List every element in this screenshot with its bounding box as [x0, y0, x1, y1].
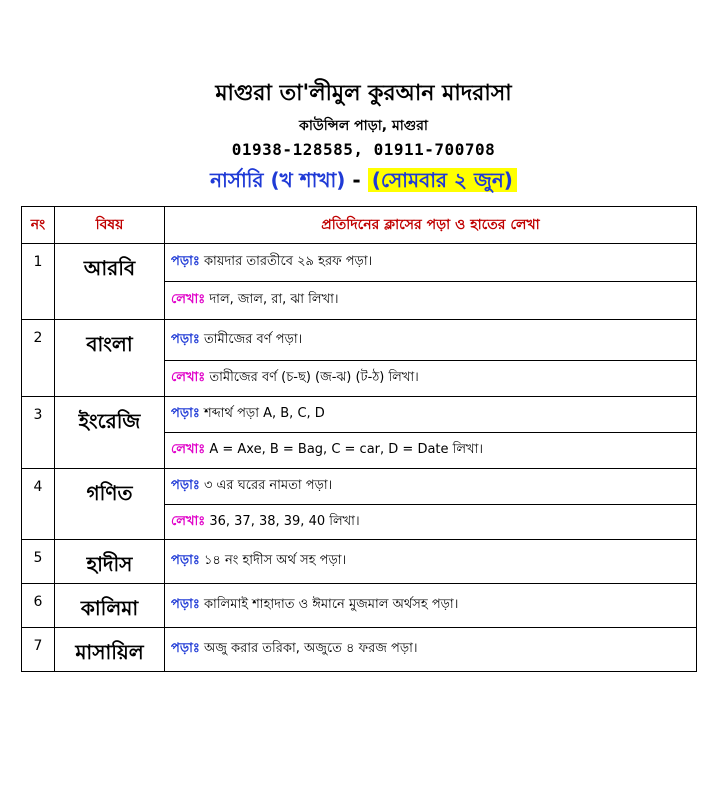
read-label: পড়াঃ: [171, 553, 200, 568]
subject-name: বাংলা: [55, 320, 165, 397]
read-line: [165, 469, 697, 505]
institution-title: মাগুরা তা'লীমুল কুরআন মাদরাসা: [215, 81, 512, 106]
header-details: প্রতিদিনের ক্লাসের পড়া ও হাতের লেখা: [165, 207, 697, 244]
write-label: লেখাঃ: [171, 513, 206, 529]
header-no: নং: [22, 207, 55, 244]
write-text: দাল, জাল, রা, ঝা লিখা।: [209, 292, 339, 307]
write-label: লেখাঃ: [171, 370, 206, 385]
subject-name: কালিমা: [55, 584, 165, 628]
phone-numbers: 01938-128585, 01911-700708: [231, 140, 496, 159]
write-text: তামীজের বর্ণ (চ-ছ) (জ-ঝ) (ট-ঠ) লিখা।: [209, 370, 419, 385]
row-number: 2: [22, 320, 55, 397]
read-line: [165, 397, 697, 433]
row-number: 7: [22, 628, 55, 672]
table-row: [22, 244, 697, 282]
read-label: পড়াঃ: [171, 254, 200, 269]
row-number: 3: [22, 397, 55, 469]
table-row: [22, 397, 697, 433]
read-line: [165, 584, 697, 628]
subject-name: মাসায়িল: [55, 628, 165, 672]
write-line: [165, 282, 697, 320]
address-line: কাউন্সিল পাড়া, মাগুরা: [299, 118, 428, 134]
class-name: নার্সারি (খ শাখা): [210, 168, 346, 192]
write-text: A = Axe, B = Bag, C = car, D = Date লিখা।: [209, 442, 484, 457]
read-text: কালিমাই শাহাদাত ও ঈমানে মুজমাল অর্থসহ পড়া।: [203, 597, 459, 612]
table-row: [22, 469, 697, 505]
read-text: ১৪ নং হাদীস অর্থ সহ পড়া।: [203, 553, 347, 568]
class-day-highlight: (সোমবার ২ জুন): [368, 168, 517, 192]
read-label: পড়াঃ: [171, 406, 200, 421]
read-text: ৩ এর ঘরের নামতা পড়া।: [203, 478, 333, 493]
subject-name: গণিত: [55, 469, 165, 540]
read-line: [165, 244, 697, 282]
read-text: শব্দার্থ পড়া A, B, C, D: [203, 406, 325, 421]
write-line: [165, 433, 697, 469]
table-header-row: [22, 207, 697, 244]
read-label: পড়াঃ: [171, 331, 200, 347]
table-row: [22, 584, 697, 628]
write-line: [165, 361, 697, 397]
table-row: [22, 320, 697, 361]
read-label: পড়াঃ: [171, 597, 200, 612]
lesson-table: [21, 206, 697, 672]
subject-name: আরবি: [55, 244, 165, 320]
read-text: তামীজের বর্ণ পড়া।: [203, 331, 303, 347]
class-separator: -: [352, 168, 361, 192]
write-label: লেখাঃ: [171, 292, 206, 307]
subject-name: ইংরেজি: [55, 397, 165, 469]
write-label: লেখাঃ: [171, 442, 206, 457]
row-number: 5: [22, 540, 55, 584]
read-text: কায়দার তারতীবে ২৯ হরফ পড়া।: [203, 254, 373, 269]
row-number: 6: [22, 584, 55, 628]
table-row: [22, 628, 697, 672]
read-line: [165, 320, 697, 361]
table-row: [22, 540, 697, 584]
read-line: [165, 628, 697, 672]
read-label: পড়াঃ: [171, 478, 200, 493]
class-heading: [0, 166, 727, 199]
row-number: 1: [22, 244, 55, 320]
read-text: অজু করার তরিকা, অজুতে ৪ ফরজ পড়া।: [203, 641, 418, 656]
header-subject: বিষয়: [55, 207, 165, 244]
subject-name: হাদীস: [55, 540, 165, 584]
write-line: [165, 505, 697, 540]
write-text: 36, 37, 38, 39, 40 লিখা।: [209, 513, 360, 529]
read-line: [165, 540, 697, 584]
read-label: পড়াঃ: [171, 641, 200, 656]
row-number: 4: [22, 469, 55, 540]
